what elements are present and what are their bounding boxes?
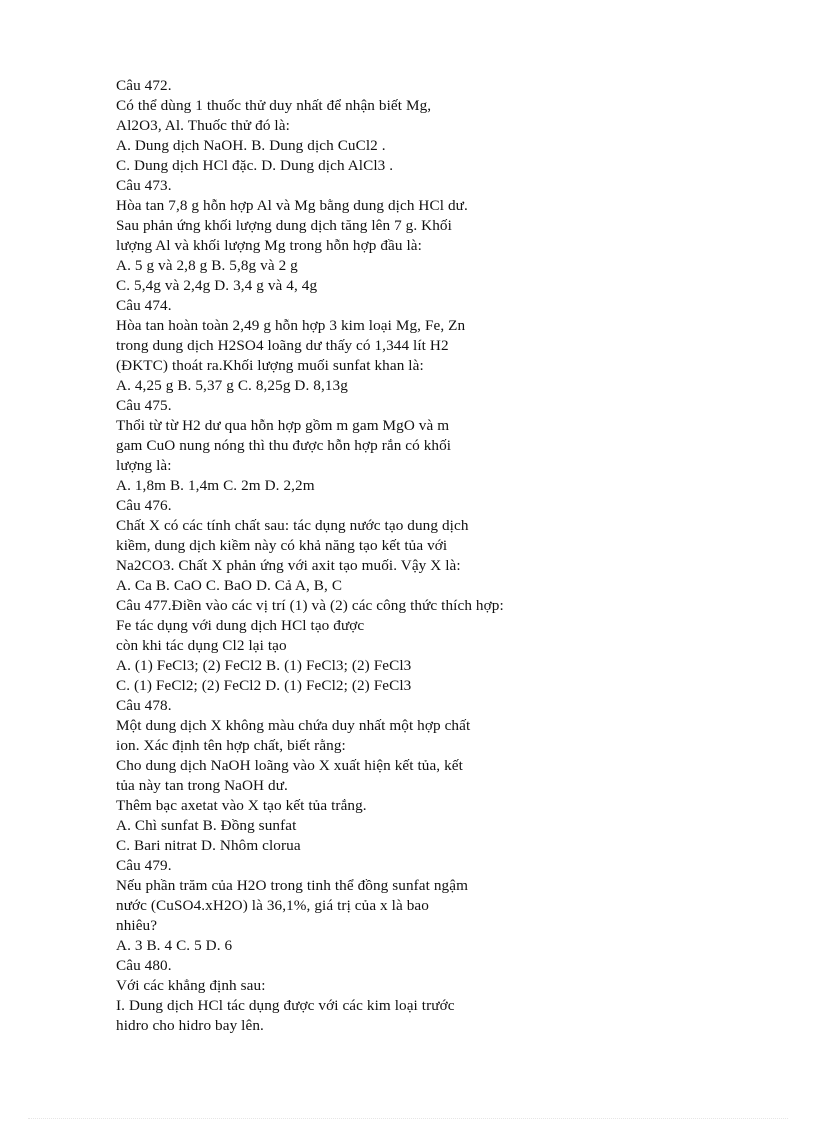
question-heading: Câu 479. xyxy=(116,857,172,874)
question-text: gam CuO nung nóng thì thu được hỗn hợp rắn có khối xyxy=(116,437,452,454)
question-heading: Câu 474. xyxy=(116,297,172,314)
question-text: Một dung dịch X không màu chứa duy nhất một hợp chất xyxy=(116,717,471,734)
question-text: Al2O3, Al. Thuốc thử đó là: xyxy=(116,117,290,134)
question-text: Na2CO3. Chất X phản ứng với axit tạo muối. Vậy X là: xyxy=(116,557,461,574)
page-bottom-divider xyxy=(28,1118,788,1119)
question-text: nước (CuSO4.xH2O) là 36,1%, giá trị của x là bao xyxy=(116,897,429,914)
question-text: Có thể dùng 1 thuốc thử duy nhất để nhận biết Mg, xyxy=(116,97,432,114)
question-text: Thêm bạc axetat vào X tạo kết tủa trắng. xyxy=(116,797,367,814)
question-heading: Câu 478. xyxy=(116,697,172,714)
question-text: ion. Xác định tên hợp chất, biết rằng: xyxy=(116,737,346,754)
answer-options: C. 5,4g và 2,4g D. 3,4 g và 4, 4g xyxy=(116,277,318,294)
question-text: tủa này tan trong NaOH dư. xyxy=(116,777,288,794)
question-text: I. Dung dịch HCl tác dụng được với các kim loại trước xyxy=(116,997,455,1014)
answer-options: A. (1) FeCl3; (2) FeCl2 B. (1) FeCl3; (2) FeCl3 xyxy=(116,657,412,674)
answer-options: A. Dung dịch NaOH. B. Dung dịch CuCl2 . xyxy=(116,137,386,154)
question-text: Fe tác dụng với dung dịch HCl tạo được xyxy=(116,617,365,634)
question-text: hidro cho hidro bay lên. xyxy=(116,1017,264,1034)
question-text: kiềm, dung dịch kiềm này có khả năng tạo kết tủa với xyxy=(116,537,448,554)
question-text: nhiêu? xyxy=(116,917,158,934)
answer-options: A. 4,25 g B. 5,37 g C. 8,25g D. 8,13g xyxy=(116,377,348,394)
answer-options: A. Chì sunfat B. Đồng sunfat xyxy=(116,817,297,834)
document-body xyxy=(116,76,596,1036)
question-text: trong dung dịch H2SO4 loãng dư thấy có 1,344 lít H2 xyxy=(116,337,449,354)
answer-options: A. Ca B. CaO C. BaO D. Cả A, B, C xyxy=(116,577,343,594)
question-heading: Câu 472. xyxy=(116,77,172,94)
question-heading: Câu 477.Điền vào các vị trí (1) và (2) các công thức thích hợp: xyxy=(116,597,504,614)
answer-options: C. Bari nitrat D. Nhôm clorua xyxy=(116,837,301,854)
question-text: (ĐKTC) thoát ra.Khối lượng muối sunfat khan là: xyxy=(116,357,424,374)
question-heading: Câu 480. xyxy=(116,957,172,974)
answer-options: C. (1) FeCl2; (2) FeCl2 D. (1) FeCl2; (2) FeCl3 xyxy=(116,677,412,694)
answer-options: A. 5 g và 2,8 g B. 5,8g và 2 g xyxy=(116,257,298,274)
answer-options: C. Dung dịch HCl đặc. D. Dung dịch AlCl3 . xyxy=(116,157,394,174)
question-text: lượng Al và khối lượng Mg trong hỗn hợp đầu là: xyxy=(116,237,422,254)
question-heading: Câu 475. xyxy=(116,397,172,414)
question-text: lượng là: xyxy=(116,457,172,474)
question-text: Hòa tan hoàn toàn 2,49 g hỗn hợp 3 kim loại Mg, Fe, Zn xyxy=(116,317,466,334)
question-text: còn khi tác dụng Cl2 lại tạo xyxy=(116,637,287,654)
question-text: Cho dung dịch NaOH loãng vào X xuất hiện kết tủa, kết xyxy=(116,757,463,774)
question-text: Với các khẳng định sau: xyxy=(116,977,266,994)
question-text: Hòa tan 7,8 g hỗn hợp Al và Mg bằng dung dịch HCl dư. xyxy=(116,197,468,214)
question-heading: Câu 476. xyxy=(116,497,172,514)
question-text: Chất X có các tính chất sau: tác dụng nước tạo dung dịch xyxy=(116,517,469,534)
answer-options: A. 3 B. 4 C. 5 D. 6 xyxy=(116,937,233,954)
answer-options: A. 1,8m B. 1,4m C. 2m D. 2,2m xyxy=(116,477,315,494)
question-text: Thổi từ từ H2 dư qua hỗn hợp gồm m gam MgO và m xyxy=(116,417,450,434)
question-heading: Câu 473. xyxy=(116,177,172,194)
question-text: Sau phản ứng khối lượng dung dịch tăng lên 7 g. Khối xyxy=(116,217,452,234)
question-text: Nếu phần trăm của H2O trong tinh thể đồng sunfat ngậm xyxy=(116,877,469,894)
